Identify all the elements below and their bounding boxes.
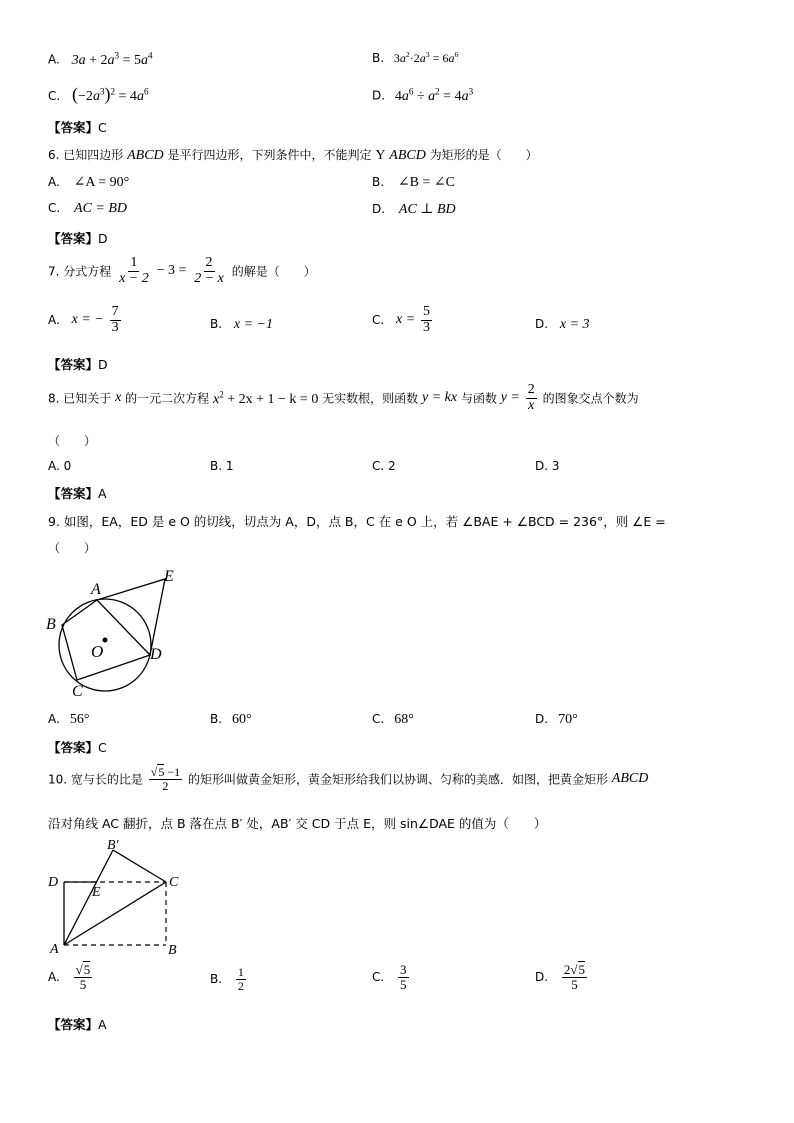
q9-answer: 【答案】C <box>48 740 107 755</box>
q7-option-c: C. x = $\frac{5}{3}$ <box>372 304 431 335</box>
q6-answer: 【答案】D <box>48 231 108 246</box>
q8-bracket: （ ） <box>48 434 97 448</box>
label-a: A <box>50 942 59 957</box>
q9-option-d: D. 70° <box>535 712 578 727</box>
q10-option-d-fraction: $\frac{2√5}{5}$ <box>563 962 586 992</box>
q5-option-d: D. $4a^6 \div a^2 = 4a^3$ <box>372 86 474 104</box>
label-b: B <box>168 943 177 958</box>
label-c: C <box>169 875 179 890</box>
q5-option-b: B. $3a^2\cdot 2a^3 = 6a^6$ <box>372 50 459 65</box>
q5-option-d-formula: $4a^6 \div a^2 = 4a^3$ <box>394 86 474 104</box>
q7-option-b: B. x = −1 <box>210 317 273 332</box>
q9-option-c: C. 68° <box>372 712 414 727</box>
q10-option-a: A. $\frac{√5}{5}$ <box>48 962 91 992</box>
q6-option-b: B. ∠B = ∠C <box>372 175 455 190</box>
q9-bracket: （ ） <box>48 541 97 555</box>
label-o: O <box>91 642 104 661</box>
segment-b-prime-c <box>113 850 166 882</box>
segment-ab-prime <box>64 850 113 945</box>
tangent-lines <box>97 579 165 655</box>
label-d: D <box>48 875 59 890</box>
q10-stem: 10. 宽与长的比是 $\frac{√5 -1}{2}$ 的矩形叫做黄金矩形，黄金矩形给我们以协调、匀称的美感．如图，把黄金矩形 ABCD <box>48 765 649 793</box>
q8-option-a: A. 0 <box>48 459 72 473</box>
q7-option-d: D. x = 3 <box>535 317 590 332</box>
label-d: D <box>150 646 162 663</box>
q9-figure <box>40 562 190 702</box>
label-c: C <box>72 683 83 700</box>
q10-ratio-fraction: $\frac{√5 -1}{2}$ <box>150 765 181 793</box>
q9-option-a: A. 56° <box>48 712 90 727</box>
q8-equation: $x^2 + 2x + 1 - k = 0$ <box>212 388 319 407</box>
q6-option-c: C. AC = BD <box>48 201 128 216</box>
q9-stem: 9. 如图，EA，ED 是 e O 的切线，切点为 A，D，点 B，C 在 e O 上，若 ∠BAE + ∠BCD = 236°，则 ∠E = <box>48 514 666 529</box>
q8-option-c: C. 2 <box>372 459 396 473</box>
q10-option-b: B. $\frac{1}{2}$ <box>210 965 244 993</box>
q10-figure <box>40 836 200 961</box>
q5-option-c: C. $(-2a^3)^2 = 4a^6$ <box>48 84 149 104</box>
q5-answer: 【答案】C <box>48 120 107 135</box>
q10-option-a-fraction: $\frac{√5}{5}$ <box>75 962 91 992</box>
q7-stem: 7. 分式方程 $\frac{1}{x - 2}$ − 3 = $\frac{2}{2 - x}$ 的解是（ ） <box>48 255 316 286</box>
q8-function-fraction: $\frac{2}{x}$ <box>527 382 535 413</box>
q10-answer: 【答案】A <box>48 1017 107 1032</box>
q10-option-d: D. $\frac{2√5}{5}$ <box>535 962 586 992</box>
q6-stem: 6. 已知四边形 ABCD 是平行四边形，下列条件中，不能判定 Y ABCD 为矩形的是（ ） <box>48 148 538 163</box>
q6-option-d: D. AC ⊥ BD <box>372 202 456 217</box>
label-a: A <box>91 581 101 598</box>
q9-option-b: B. 60° <box>210 712 252 727</box>
label-e: E <box>164 568 174 585</box>
q7-option-a: A. x = − $\frac{7}{3}$ <box>48 304 119 335</box>
q5-option-c-formula: $(-2a^3)^2 = 4a^6$ <box>72 84 149 104</box>
q8-stem: 8. 已知关于 x 的一元二次方程 $x^2 + 2x + 1 - k = 0$ 无实数根，则函数 y = kx 与函数 y = $\frac{2}{x}$ 的图象交点个数为 <box>48 382 639 413</box>
q6-option-a: A. ∠A = 90° <box>48 175 130 190</box>
q10-option-c-fraction: $\frac{3}{5}$ <box>400 962 407 992</box>
q8-answer: 【答案】A <box>48 486 107 501</box>
q7-option-a-fraction: $\frac{7}{3}$ <box>111 304 119 335</box>
q5-option-b-formula: $3a^2\cdot 2a^3 = 6a^6$ <box>393 50 459 65</box>
q8-option-d: D. 3 <box>535 459 560 473</box>
label-b-prime: B′ <box>107 838 119 853</box>
q5-option-a-formula: $3a + 2a^3 = 5a^4$ <box>71 50 153 68</box>
q7-option-c-fraction: $\frac{5}{3}$ <box>423 304 431 335</box>
q8-option-b: B. 1 <box>210 459 234 473</box>
q7-fraction-2: $\frac{2}{2 - x}$ <box>194 255 224 286</box>
circle-o <box>59 599 151 691</box>
q10-stem-line2: 沿对角线 AC 翻折，点 B 落在点 B′ 处，AB′ 交 CD 于点 E，则 sin∠DAE 的值为（ ） <box>48 816 547 831</box>
q7-answer: 【答案】D <box>48 357 108 372</box>
label-e: E <box>92 885 101 900</box>
diagonal-ac <box>64 882 166 945</box>
label-b: B <box>46 616 56 633</box>
q10-option-c: C. $\frac{3}{5}$ <box>372 962 407 992</box>
q7-fraction-1: $\frac{1}{x - 2}$ <box>119 255 149 286</box>
q5-option-a: A. $3a + 2a^3 = 5a^4$ <box>48 50 153 68</box>
q10-option-b-fraction: $\frac{1}{2}$ <box>237 965 244 993</box>
